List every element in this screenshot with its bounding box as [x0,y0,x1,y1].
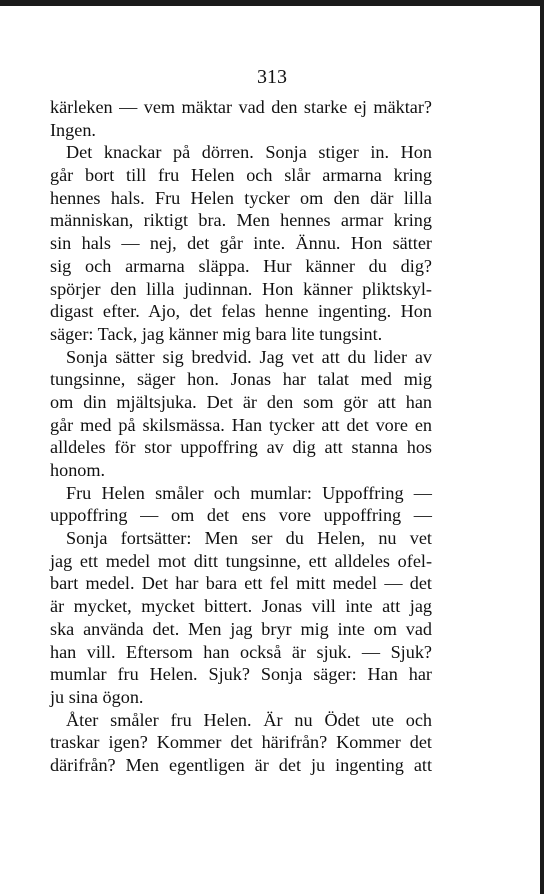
text-line: sin hals — nej, det går inte. Ännu. Hon sätter [50,233,432,254]
text-line: alldeles för stor uppoffring av dig att stanna hos [50,437,432,458]
text-line: ju sina ögon. [50,686,144,707]
text-line: Sonja sätter sig bredvid. Jag vet att du lider av [66,346,432,367]
text-line: bart medel. Det har bara ett fel mitt medel — det [50,573,432,594]
page-number: 313 [257,66,287,88]
text-line: kärleken — vem mäktar vad den starke ej mäktar? [50,97,432,117]
text-line: spörjer den lilla judinnan. Hon känner pliktskyl- [50,278,432,299]
text-line: honom. [50,460,106,480]
text-line: är mycket, mycket bittert. Jonas vill inte att jag [50,596,432,617]
top-border-rule [0,0,544,6]
text-line: Fru Helen småler och mumlar: Uppoffring — [66,482,432,503]
text-line: om din mjältsjuka. Det är den som gör att han [50,391,432,412]
text-line: jag ett medel mot ditt tungsinne, ett alldeles ofel- [50,550,432,571]
text-line: människan, riktigt bra. Men hennes armar kring [50,210,432,231]
text-line: Det knackar på dörren. Sonja stiger in. Hon [66,142,432,163]
text-line: Ingen. [50,119,96,140]
body-text [50,96,432,777]
text-line: hennes hals. Fru Helen tycker om den där lilla [50,187,432,208]
text-line: går med på skilsmässa. Han tycker att det vore en [50,414,432,435]
text-line: går bort till fru Helen och slår armarna kring [50,165,432,186]
text-line: sig och armarna släppa. Hur känner du dig? [50,255,432,276]
text-line: uppoffring — om det ens vore uppoffring — [50,505,432,526]
text-line: digast efter. Ajo, det felas henne ingenting. Hon [50,301,432,322]
text-line: ska använda det. Men jag bryr mig inte om vad [50,618,432,639]
text-line: han vill. Eftersom han också är sjuk. — Sjuk? [50,641,432,662]
right-border-rule [540,0,544,894]
text-line: mumlar fru Helen. Sjuk? Sonja säger: Han har [50,664,432,685]
text-line: tungsinne, säger hon. Jonas har talat med mig [50,369,432,390]
text-line: Åter småler fru Helen. Är nu Ödet ute och [66,709,432,730]
text-line: därifrån? Men egentligen är det ju ingenting att [50,754,432,775]
text-line: Sonja fortsätter: Men ser du Helen, nu vet [66,528,432,549]
text-line: traskar igen? Kommer det härifrån? Kommer det [50,732,432,753]
text-line: säger: Tack, jag känner mig bara lite tungsint. [50,323,383,344]
